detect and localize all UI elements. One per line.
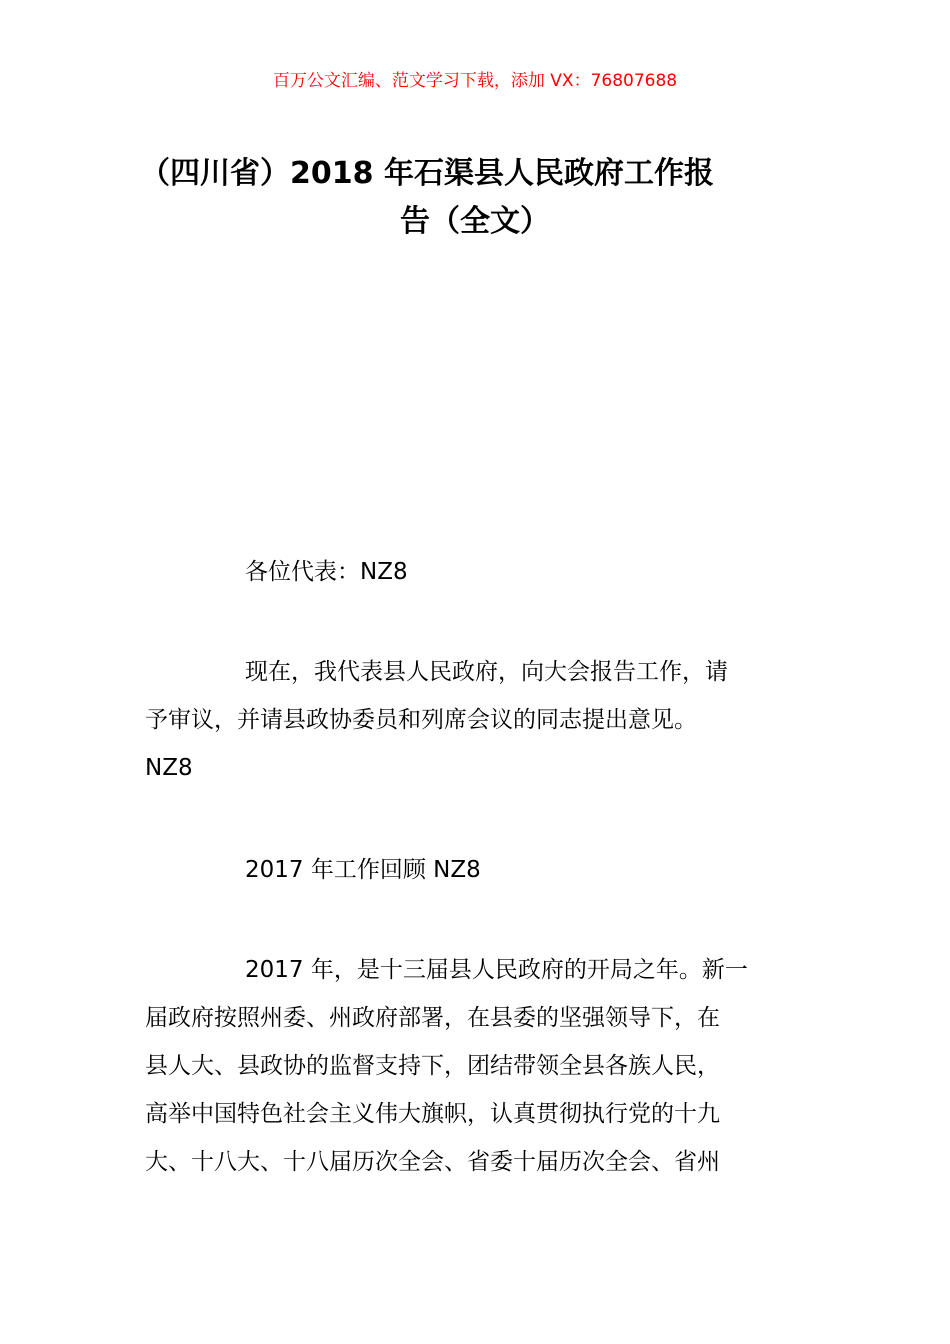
paragraph-line: NZ8 <box>145 755 193 781</box>
paragraph-line: 届政府按照州委、州政府部署，在县委的坚强领导下，在 <box>145 1005 720 1031</box>
paragraph-line: 大、十八大、十八届历次全会、省委十届历次全会、省州 <box>145 1149 720 1175</box>
title-line-1: （四川省）2018 年石渠县人民政府工作报 <box>140 156 714 191</box>
paragraph-line: 2017 年，是十三届县人民政府的开局之年。新一 <box>245 957 748 983</box>
review-paragraph <box>145 946 815 1186</box>
paragraph-line: 县人大、县政协的监督支持下，团结带领全县各族人民， <box>145 1053 720 1079</box>
section-heading-paragraph <box>145 846 815 894</box>
greeting-paragraph <box>145 548 815 596</box>
paragraph-line: 予审议，并请县政协委员和列席会议的同志提出意见。 <box>145 707 697 733</box>
paragraph-line: 高举中国特色社会主义伟大旗帜，认真贯彻执行党的十九 <box>145 1101 720 1127</box>
title-line-2: 告（全文） <box>400 204 550 239</box>
intro-paragraph <box>145 648 815 792</box>
paragraph-line: 现在，我代表县人民政府，向大会报告工作，请 <box>245 659 728 685</box>
greeting-line: 各位代表：NZ8 <box>245 559 408 585</box>
document-title <box>140 150 810 246</box>
download-banner: 百万公文汇编、范文学习下载，添加 VX：76807688 <box>272 71 678 91</box>
section-heading: 2017 年工作回顾 NZ8 <box>245 857 481 883</box>
